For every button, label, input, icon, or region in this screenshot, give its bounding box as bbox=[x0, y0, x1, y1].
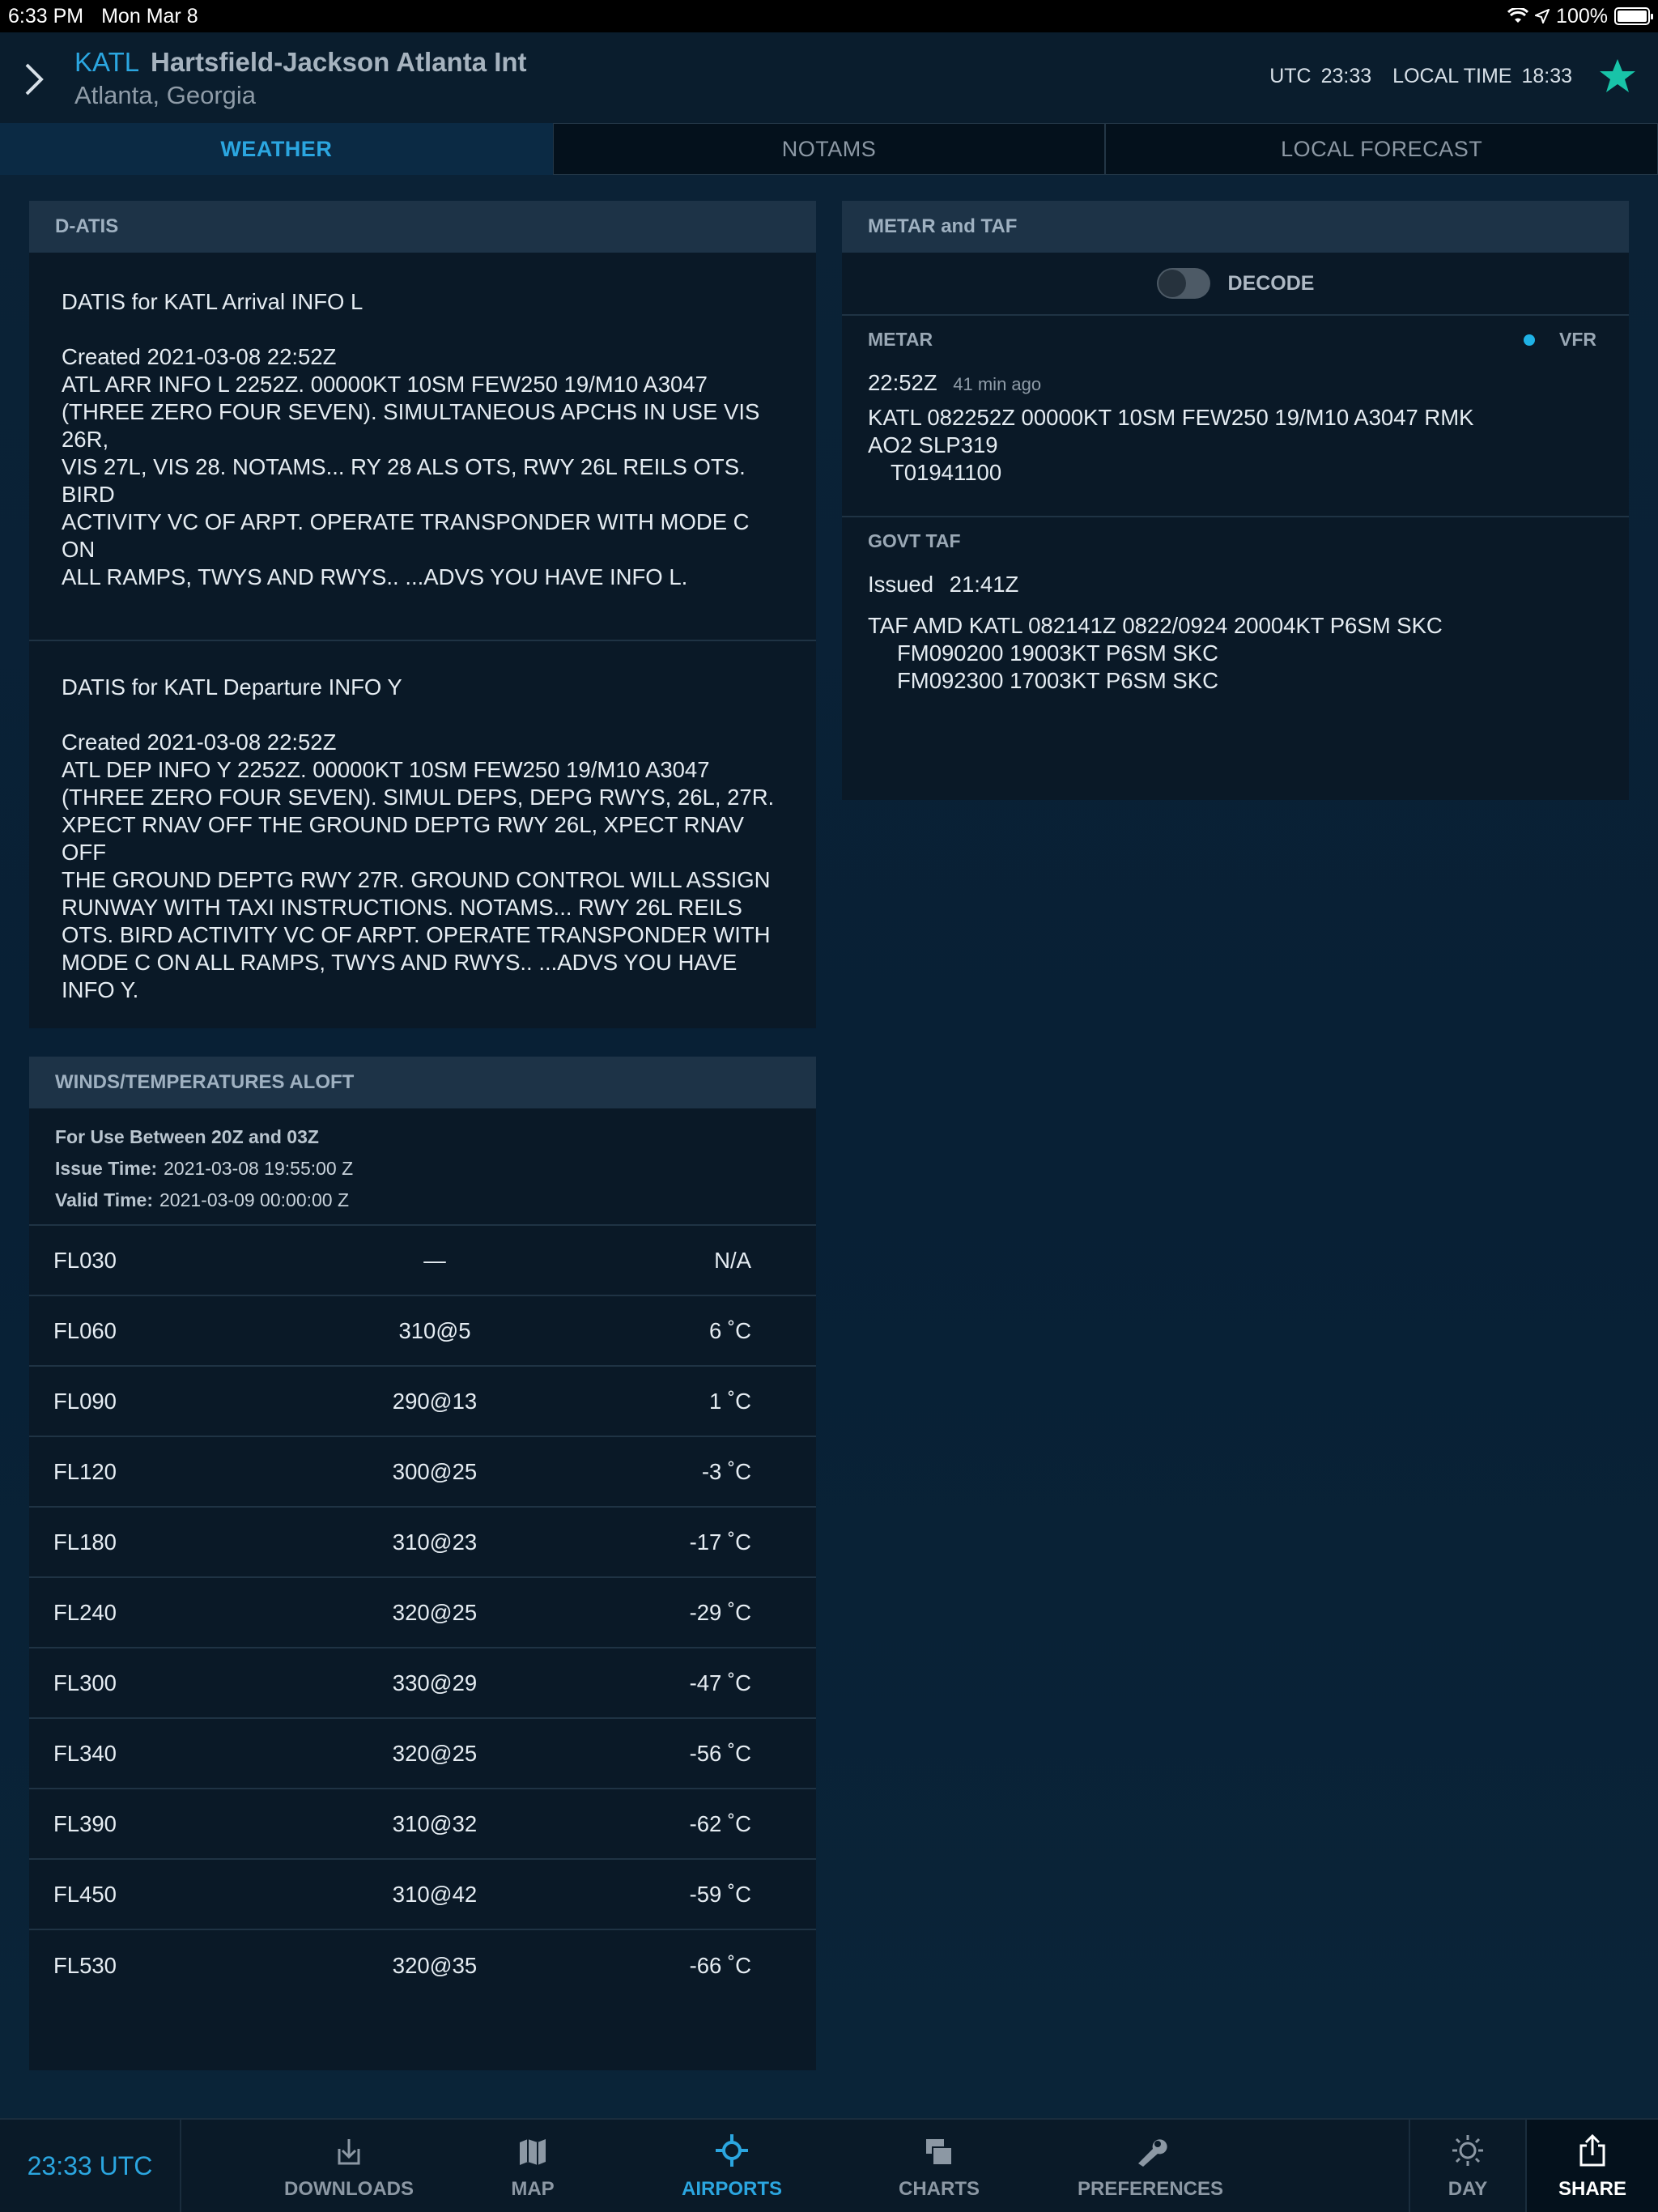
table-row bbox=[29, 1296, 816, 1367]
wind-value: 310@42 bbox=[392, 1881, 478, 1907]
wind-value: 330@29 bbox=[392, 1670, 478, 1695]
datis-card-title: D-ATIS bbox=[29, 201, 816, 253]
metar-line: AO2 SLP319 bbox=[868, 432, 998, 457]
metar-taf-card-title: METAR and TAF bbox=[842, 201, 1629, 253]
temperature-value: -29 ˚C bbox=[689, 1599, 751, 1625]
flight-category-label: VFR bbox=[1559, 329, 1596, 350]
sun-icon bbox=[1450, 2133, 1486, 2168]
flight-level: FL120 bbox=[53, 1458, 117, 1484]
table-row bbox=[29, 1648, 816, 1719]
flight-level: FL030 bbox=[53, 1247, 117, 1273]
status-bar bbox=[0, 0, 1658, 32]
winds-aloft-meta bbox=[29, 1108, 816, 1224]
winds-valid-time bbox=[55, 1185, 790, 1216]
nav-map-label: MAP bbox=[511, 2178, 555, 2200]
nav-map[interactable] bbox=[491, 2120, 575, 2212]
wifi-icon bbox=[1507, 8, 1528, 24]
datis-departure-title: DATIS for KATL Departure INFO Y bbox=[62, 674, 402, 700]
datis-arrival-line: ATL ARR INFO L 2252Z. 00000KT 10SM FEW250 19/M10 A3047 bbox=[62, 372, 708, 397]
local-time-value: 18:33 bbox=[1521, 65, 1572, 87]
datis-departure-created: Created 2021-03-08 22:52Z bbox=[62, 730, 337, 755]
temperature-value: -56 ˚C bbox=[689, 1740, 751, 1766]
table-row bbox=[29, 1719, 816, 1789]
datis-departure-line: MODE C ON ALL RAMPS, TWYS AND RWYS.. ...ADVS YOU HAVE bbox=[62, 950, 738, 975]
metar-line: KATL 082252Z 00000KT 10SM FEW250 19/M10 A3047 RMK bbox=[868, 405, 1474, 430]
airport-name: Hartsfield-Jackson Atlanta Int bbox=[151, 47, 527, 77]
airport-code: KATL bbox=[74, 47, 140, 77]
nav-airports[interactable] bbox=[675, 2120, 789, 2212]
taf-issued-value: 21:41Z bbox=[949, 572, 1019, 597]
datis-departure-line: OTS. BIRD ACTIVITY VC OF ARPT. OPERATE TRANSPONDER WITH bbox=[62, 922, 771, 947]
metar-label: METAR bbox=[868, 329, 933, 350]
share-label: SHARE bbox=[1558, 2178, 1626, 2200]
decode-toggle[interactable] bbox=[1157, 268, 1210, 299]
status-indicators bbox=[1507, 5, 1650, 28]
location-arrow-icon bbox=[1535, 9, 1550, 23]
weather-tabs bbox=[0, 123, 1658, 175]
datis-arrival-created: Created 2021-03-08 22:52Z bbox=[62, 344, 337, 369]
flight-level: FL300 bbox=[53, 1670, 117, 1695]
table-row bbox=[29, 1367, 816, 1437]
flight-level: FL090 bbox=[53, 1388, 117, 1414]
datis-departure bbox=[29, 641, 816, 1004]
table-row bbox=[29, 1930, 816, 2001]
metar-section bbox=[842, 316, 1629, 487]
metar-age: 41 min ago bbox=[953, 374, 1042, 394]
charts-icon bbox=[923, 2136, 955, 2168]
utc-value: 23:33 bbox=[1320, 65, 1372, 87]
datis-arrival-line: ACTIVITY VC OF ARPT. OPERATE TRANSPONDER WITH MODE C ON bbox=[62, 509, 750, 562]
tab-weather[interactable]: WEATHER bbox=[0, 123, 553, 175]
datis-departure-line: XPECT RNAV OFF THE GROUND DEPTG RWY 26L, XPECT RNAV OFF bbox=[62, 812, 744, 865]
temperature-value: -66 ˚C bbox=[689, 1952, 751, 1978]
flight-level: FL390 bbox=[53, 1810, 117, 1836]
status-date: Mon Mar 8 bbox=[101, 4, 198, 28]
temperature-value: N/A bbox=[714, 1247, 751, 1273]
flight-level: FL340 bbox=[53, 1740, 117, 1766]
temperature-value: -62 ˚C bbox=[689, 1810, 751, 1836]
datis-departure-line: ATL DEP INFO Y 2252Z. 00000KT 10SM FEW250 19/M10 A3047 bbox=[62, 757, 710, 782]
download-icon bbox=[333, 2136, 365, 2168]
datis-departure-line: INFO Y. bbox=[62, 977, 139, 1002]
temperature-value: -17 ˚C bbox=[689, 1529, 751, 1555]
flight-level: FL060 bbox=[53, 1317, 117, 1343]
nav-charts-label: CHARTS bbox=[899, 2178, 980, 2200]
table-row bbox=[29, 1860, 816, 1930]
datis-card bbox=[29, 201, 816, 1028]
share-icon bbox=[1576, 2133, 1609, 2168]
wind-value: 310@32 bbox=[392, 1810, 478, 1836]
flight-level: FL180 bbox=[53, 1529, 117, 1555]
local-time-label: LOCAL TIME bbox=[1392, 65, 1512, 87]
chevron-right-icon[interactable] bbox=[23, 62, 45, 97]
wind-value: 320@35 bbox=[392, 1952, 478, 1978]
datis-departure-line: THE GROUND DEPTG RWY 27R. GROUND CONTROL WILL ASSIGN bbox=[62, 867, 771, 892]
datis-arrival-line: ALL RAMPS, TWYS AND RWYS.. ...ADVS YOU HAVE INFO L. bbox=[62, 564, 688, 589]
airport-icon bbox=[714, 2133, 750, 2168]
wind-value: 300@25 bbox=[392, 1458, 478, 1484]
airport-header bbox=[0, 32, 1658, 123]
nav-downloads-label: DOWNLOADS bbox=[284, 2178, 414, 2200]
wind-value: — bbox=[423, 1247, 446, 1273]
winds-aloft-title: WINDS/TEMPERATURES ALOFT bbox=[29, 1057, 816, 1108]
taf-line: FM090200 19003KT P6SM SKC bbox=[897, 640, 1218, 666]
flight-category bbox=[1524, 329, 1596, 351]
table-row bbox=[29, 1437, 816, 1508]
wind-value: 310@5 bbox=[398, 1317, 471, 1343]
day-mode-button[interactable] bbox=[1409, 2120, 1525, 2212]
datis-arrival-line: VIS 27L, VIS 28. NOTAMS... RY 28 ALS OTS, RWY 26L REILS OTS. BIRD bbox=[62, 454, 746, 507]
temperature-value: -47 ˚C bbox=[689, 1670, 751, 1695]
table-row bbox=[29, 1578, 816, 1648]
status-time: 6:33 PM bbox=[8, 4, 84, 28]
temperature-value: 1 ˚C bbox=[709, 1388, 751, 1414]
taf-line: TAF AMD KATL 082141Z 0822/0924 20004KT P6SM SKC bbox=[868, 613, 1443, 638]
metar-time-row bbox=[868, 370, 1603, 396]
nav-charts[interactable] bbox=[882, 2120, 996, 2212]
metar-line: T01941100 bbox=[891, 460, 1002, 485]
tab-local-forecast[interactable]: LOCAL FORECAST bbox=[1105, 123, 1658, 175]
favorite-star-icon[interactable] bbox=[1598, 57, 1637, 96]
flight-level: FL240 bbox=[53, 1599, 117, 1625]
share-button[interactable] bbox=[1525, 2120, 1658, 2212]
day-label: DAY bbox=[1448, 2178, 1488, 2200]
issue-time-label: Issue Time: bbox=[55, 1158, 158, 1179]
decode-label: DECODE bbox=[1227, 271, 1315, 295]
header-clock bbox=[1269, 65, 1572, 88]
issue-time-value: 2021-03-08 19:55:00 Z bbox=[164, 1158, 354, 1179]
map-icon bbox=[517, 2136, 549, 2168]
winds-aloft-table bbox=[29, 1224, 816, 2001]
taf-section bbox=[842, 517, 1629, 695]
temperature-value: 6 ˚C bbox=[709, 1317, 751, 1343]
decode-row bbox=[842, 253, 1629, 316]
winds-issue-time bbox=[55, 1153, 790, 1185]
wind-value: 320@25 bbox=[392, 1599, 478, 1625]
battery-icon bbox=[1614, 7, 1650, 25]
taf-label: GOVT TAF bbox=[868, 530, 961, 551]
taf-issued-label: Issued bbox=[868, 572, 934, 597]
battery-percent: 100% bbox=[1556, 4, 1608, 28]
wind-value: 290@13 bbox=[392, 1388, 478, 1414]
metar-time: 22:52Z bbox=[868, 370, 937, 395]
datis-departure-line: RUNWAY WITH TAXI INSTRUCTIONS. NOTAMS... RWY 26L REILS bbox=[62, 895, 742, 920]
datis-arrival bbox=[29, 253, 816, 591]
tab-notams[interactable]: NOTAMS bbox=[553, 123, 1106, 175]
flight-level: FL450 bbox=[53, 1881, 117, 1907]
utc-clock[interactable]: 23:33 UTC bbox=[0, 2120, 181, 2212]
valid-time-label: Valid Time: bbox=[55, 1189, 154, 1210]
nav-preferences[interactable] bbox=[1073, 2120, 1227, 2212]
taf-issued bbox=[868, 572, 1603, 598]
datis-arrival-title: DATIS for KATL Arrival INFO L bbox=[62, 289, 363, 314]
temperature-value: -3 ˚C bbox=[701, 1458, 751, 1484]
bottom-tab-bar bbox=[0, 2118, 1658, 2212]
metar-taf-card bbox=[842, 201, 1629, 800]
table-row bbox=[29, 1508, 816, 1578]
datis-departure-line: (THREE ZERO FOUR SEVEN). SIMUL DEPS, DEPG RWYS, 26L, 27R. bbox=[62, 785, 775, 810]
nav-downloads[interactable] bbox=[262, 2120, 436, 2212]
vfr-dot-icon bbox=[1524, 334, 1535, 346]
nav-preferences-label: PREFERENCES bbox=[1077, 2178, 1224, 2200]
metar-text bbox=[868, 404, 1603, 487]
temperature-value: -59 ˚C bbox=[689, 1881, 751, 1907]
flight-level: FL530 bbox=[53, 1952, 117, 1978]
utc-label: UTC bbox=[1269, 65, 1312, 87]
wrench-icon bbox=[1133, 2134, 1167, 2168]
wind-value: 320@25 bbox=[392, 1740, 478, 1766]
winds-aloft-card bbox=[29, 1057, 816, 2070]
valid-time-value: 2021-03-09 00:00:00 Z bbox=[159, 1189, 350, 1210]
airport-city: Atlanta, Georgia bbox=[74, 81, 257, 109]
nav-airports-label: AIRPORTS bbox=[681, 2178, 782, 2200]
datis-arrival-line: (THREE ZERO FOUR SEVEN). SIMULTANEOUS APCHS IN USE VIS 26R, bbox=[62, 399, 760, 452]
table-row bbox=[29, 1226, 816, 1296]
taf-text bbox=[868, 612, 1603, 695]
wind-value: 310@23 bbox=[392, 1529, 478, 1555]
winds-use-between: For Use Between 20Z and 03Z bbox=[55, 1126, 319, 1147]
table-row bbox=[29, 1789, 816, 1860]
taf-line: FM092300 17003KT P6SM SKC bbox=[897, 668, 1218, 693]
